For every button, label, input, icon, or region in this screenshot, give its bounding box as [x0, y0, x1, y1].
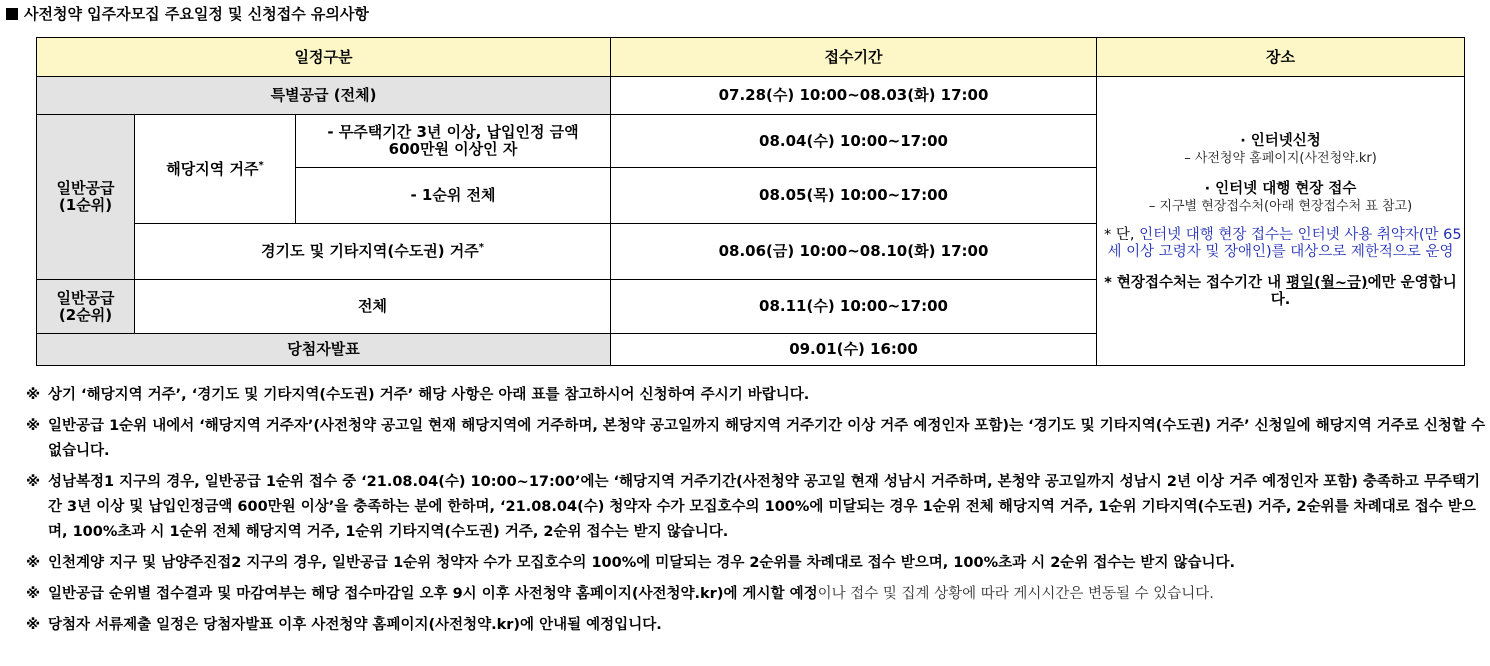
weekday-prefix: * 현장접수처는 접수기간 내 [1104, 275, 1282, 291]
reference-mark-icon: ※ [26, 474, 41, 490]
internet-detail: – 사전청약 홈페이지(사전청약.kr) [1184, 151, 1377, 166]
reference-mark-icon: ※ [26, 555, 41, 571]
schedule-table [36, 37, 1465, 366]
gyeonggi-label [135, 224, 611, 280]
first-rank-all: - 1순위 전체 [296, 168, 611, 224]
general2-scope: 전체 [135, 280, 611, 334]
note-extra-text: 이나 접수 및 집계 상황에 따라 게시시간은 변동될 수 있습니다. [817, 586, 1214, 602]
note-item [26, 551, 1486, 576]
winner-period: 09.01(수) 16:00 [611, 334, 1097, 366]
restriction-mark: * 단, [1104, 227, 1135, 243]
general2-period: 08.11(수) 10:00~17:00 [611, 280, 1097, 334]
note-text: 일반공급 순위별 접수결과 및 마감여부는 해당 접수마감일 오후 9시 이후 사전청약 홈페이지(사전청약.kr)에 게시할 예정 [48, 586, 818, 602]
internet-title: · 인터넷신청 [1240, 133, 1321, 149]
note-item [26, 582, 1486, 607]
note-item [26, 470, 1486, 545]
reference-mark-icon: ※ [26, 586, 41, 602]
header-schedule: 일정구분 [37, 38, 611, 77]
special-supply-period: 07.28(수) 10:00~08.03(화) 17:00 [611, 77, 1097, 115]
general1-label: 일반공급 (1순위) [37, 115, 135, 280]
restriction-note [1097, 227, 1464, 261]
note-item [26, 383, 1486, 408]
title-text: 사전청약 입주자모집 주요일정 및 신청접수 유의사항 [24, 5, 369, 23]
weekday-suffix: 에만 운영합니다. [1270, 275, 1457, 308]
no-home-criteria: - 무주택기간 3년 이상, 납입인정 금액 600만원 이상인 자 [296, 115, 611, 168]
general2-label: 일반공급 (2순위) [37, 280, 135, 334]
special-supply-label: 특별공급 (전체) [37, 77, 611, 115]
local-resident-label [135, 115, 296, 224]
reference-mark-icon: ※ [26, 418, 41, 434]
local-resident-text: 해당지역 거주 [166, 159, 259, 178]
onsite-detail: – 지구별 현장접수처(아래 현장접수처 표 참고) [1148, 199, 1413, 214]
note-item [26, 414, 1486, 464]
no-home-period: 08.04(수) 10:00~17:00 [611, 115, 1097, 168]
note-text: 상기 ‘해당지역 거주’, ‘경기도 및 기타지역(수도권) 거주’ 해당 사항은 아래 표를 참고하시어 신청하여 주시기 바랍니다. [48, 387, 810, 403]
square-bullet-icon [6, 8, 18, 20]
asterisk-mark: * [258, 159, 264, 171]
reference-mark-icon: ※ [26, 617, 41, 633]
gyeonggi-period: 08.06(금) 10:00~08.10(화) 17:00 [611, 224, 1097, 280]
winner-label: 당첨자발표 [37, 334, 611, 366]
first-rank-all-period: 08.05(목) 10:00~17:00 [611, 168, 1097, 224]
restriction-text: 인터넷 대행 현장 접수는 인터넷 사용 취약자(만 65세 이상 고령자 및 장애인)를 대상으로 제한적으로 운영 [1107, 227, 1462, 260]
asterisk-mark: * [478, 242, 484, 253]
note-text: 성남복정1 지구의 경우, 일반공급 1순위 접수 중 ‘21.08.04(수) 10:00~17:00’에는 ‘해당지역 거주기간(사전청약 공고일 현재 성남시 거주하며, 본청약 공고일까지 성남시 2년 이상 거주 예정인자 포함) 충족하고 무주택기간 3년 이상 및 납입인정금액 600만원 이상’을 충족하는 분에 한하며, ‘21.08.04(수) 청약자 수가 모집호수의 100%에 미달되는 경우 1순위 전체 해당지역 거주, 1순위 기타지역(수도권) 거주, 2순위를 차례대로 접수 받으며, 100%초과 시 1순위 전체 해당지역 거주, 1순위 기타지역(수도권) 거주, 2순위 접수는 받지 않습니다. [48, 474, 1481, 540]
header-period: 접수기간 [611, 38, 1097, 77]
note-text: 인천계양 지구 및 남양주진접2 지구의 경우, 일반공급 1순위 청약자 수가 모집호수의 100%에 미달되는 경우 2순위를 차례대로 접수 받으며, 100%초과 시 2순위 접수는 받지 않습니다. [48, 555, 1236, 571]
weekday-note [1097, 275, 1464, 309]
place-cell [1097, 77, 1465, 366]
note-text: 당첨자 서류제출 일정은 당첨자발표 이후 사전청약 홈페이지(사전청약.kr)에 안내될 예정입니다. [48, 617, 662, 633]
page-title [6, 3, 369, 24]
notes-list [26, 383, 1486, 644]
weekday-underline: 평일(월~금) [1286, 275, 1368, 291]
reference-mark-icon: ※ [26, 387, 41, 403]
header-place: 장소 [1097, 38, 1465, 77]
onsite-title: · 인터넷 대행 현장 접수 [1204, 181, 1357, 197]
note-item [26, 613, 1486, 638]
gyeonggi-text: 경기도 및 기타지역(수도권) 거주 [261, 242, 479, 260]
note-text: 일반공급 1순위 내에서 ‘해당지역 거주자’(사전청약 공고일 현재 해당지역에 거주하며, 본청약 공고일까지 해당지역 거주기간 이상 거주 예정인자 포함)는 ‘경기도 및 기타지역(수도권) 거주’ 신청일에 해당지역 거주로 신청할 수 없습니다. [48, 418, 1485, 459]
